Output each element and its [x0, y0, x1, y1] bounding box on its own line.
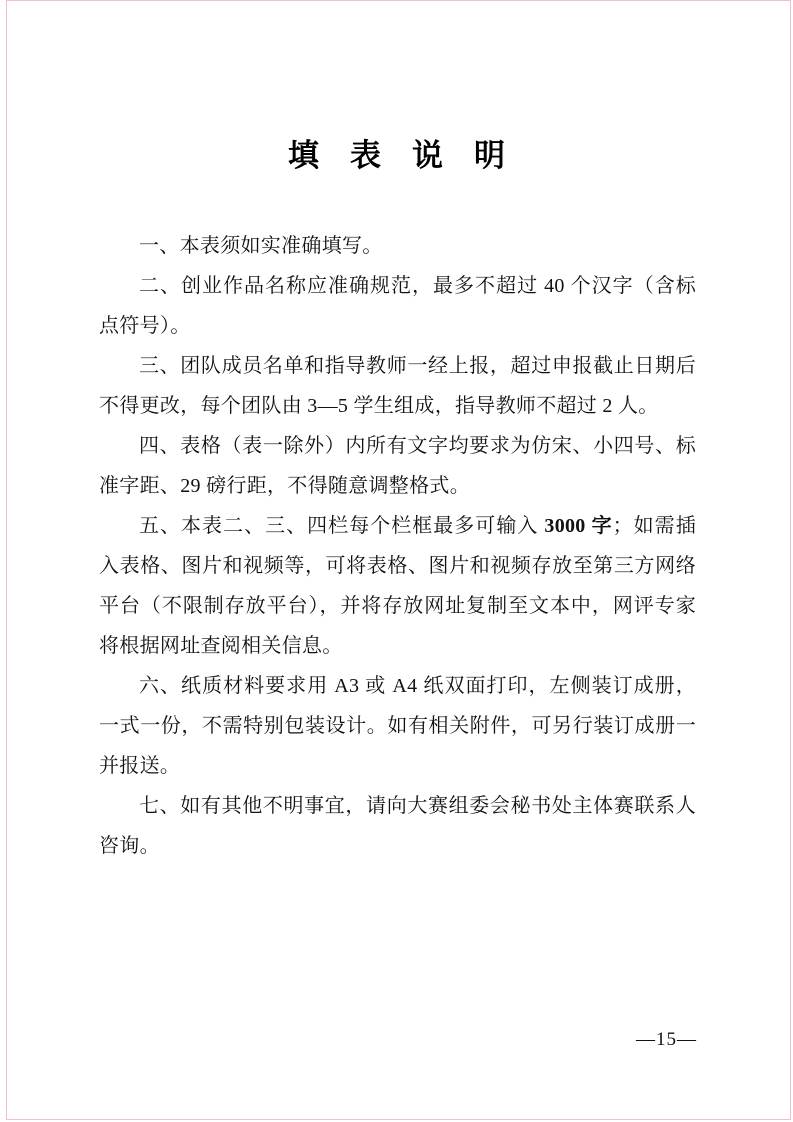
instruction-paragraph-5-bold-text: 3000 字 — [544, 515, 613, 537]
instruction-paragraph-5 — [99, 506, 696, 666]
instructions-body — [99, 226, 696, 866]
page-number: —15— — [636, 1029, 697, 1050]
instruction-paragraph-5-text: 五、本表二、三、四栏每个栏框最多可输入 — [139, 515, 545, 537]
instruction-paragraph-4: 四、表格（表一除外）内所有文字均要求为仿宋、小四号、标准字距、29 磅行距，不得随意调整格式。 — [99, 435, 696, 497]
instruction-paragraph-6: 六、纸质材料要求用 A3 或 A4 纸双面打印，左侧装订成册，一式一份，不需特别包装设计。如有相关附件，可另行装订成册一并报送。 — [99, 675, 696, 777]
instruction-paragraph-5-text-continued: ；如需插入表格、图片和视频等，可将表格、图片和视频存放至第三方网络平台（不限制存放平台），并将存放网址复制至文本中，网评专家将根据网址查阅相关信息。 — [99, 515, 696, 657]
instruction-paragraph-1: 一、本表须如实准确填写。 — [139, 235, 383, 257]
instruction-paragraph-3: 三、团队成员名单和指导教师一经上报，超过申报截止日期后不得更改，每个团队由 3—5 学生组成，指导教师不超过 2 人。 — [99, 355, 696, 417]
instruction-paragraph-2: 二、创业作品名称应准确规范，最多不超过 40 个汉字（含标点符号）。 — [99, 275, 696, 337]
page-title: 填 表 说 明 — [288, 138, 505, 173]
instruction-paragraph-7: 七、如有其他不明事宜，请向大赛组委会秘书处主体赛联系人咨询。 — [99, 795, 696, 857]
